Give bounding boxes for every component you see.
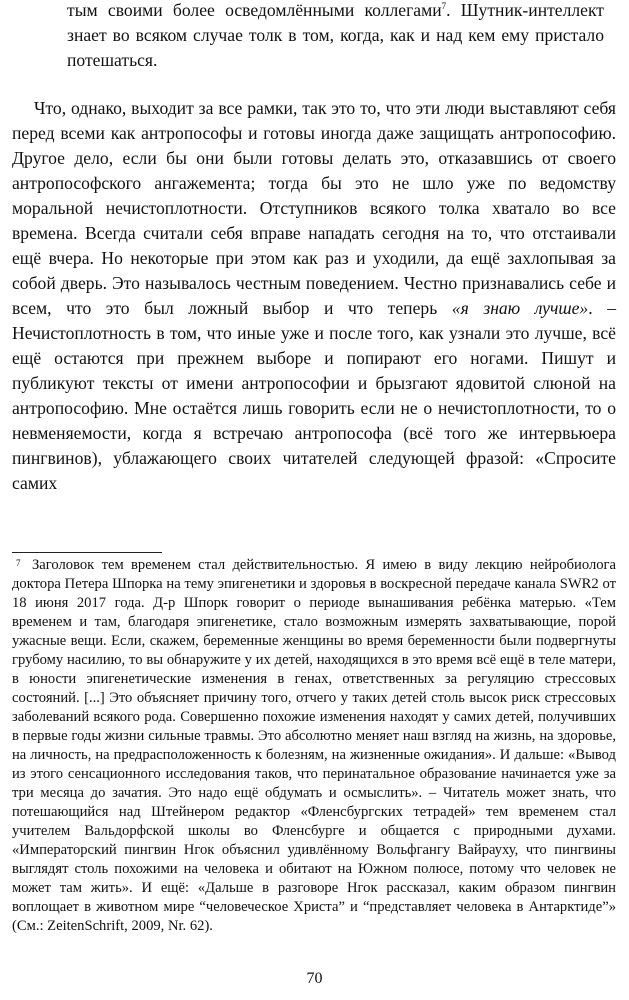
paragraph-text: Что, однако, выходит за все рамки, так это то, что эти люди выставляют себя перед всеми как антропософы и готовы иногда даже защищать антропософию. Другое дело, если бы они были готовы делать это, отказавшись от своего антропософского ангажемента; тогда бы это не шло уже по ведомству моральной нечистоплотности. Отступников всякого толка хватало во все времена. Всегда считали себя вправе нападать сегодня на то, что отстаивали ещё вчера. Но некоторые при этом как раз и уходили, да ещё захлопывая за собой дверь. Это называлось честным поведением. Честно признавались себе и всем, что это был ложный выбор и что теперь <box>12 98 616 318</box>
footnote-text: Заголовок тем временем стал действительностью. Я имею в виду лекцию нейробиолога доктора Петера Шпорка на тему эпигенетики и здоровья в воскресной передаче канала SWR2 от 18 июня 2017 года. Д-р Шпорк говорит о периоде вынашивания ребёнка матерью. «Тем временем и там, благодаря эпигенетике, стало возможным измерять захватывающие, порой ужасные вещи. Если, скажем, беременные женщины во время беременности были подвергнуты грубому насилию, то вы обнаружите у их детей, находящихся в это время всё ещё в теле матери, в юности эпигенетические изменения в генах, ответственных за регуляцию стрессовых состояний. [...] Это объясняет причину того, отчего у таких детей столь высок риск стрессовых заболеваний всякого рода. Совершенно похожие изменения находят у самих детей, получивших в первые годы жизни сильные травмы. Это абсолютно меняет наш взгляд на жизнь, на здоровье, на личность, на предрасположенность к болезням, на жизненные ожидания». И дальше: «Вывод из этого сенсационного исследования таков, что перинатальное образование начинается уже за три месяца до зачатия. Это надо ещё обдумать и осмыслить». – Читатель может знать, что потешающийся над Штейнером редактор «Фленсбургских тетрадей» тем временем стал учителем Вальдорфской школы во Фленсбурге и общается с природными духами. «Императорский пингвин Нгок объяснил удивлённому Вольфгангу Вайрауху, что пингвины выглядят столь похожими на человека и обитают на Южном полюсе, потому что человек не может там жить». И ещё: «Дальше в разговоре Нгок рассказал, каким образом пингвин воплощает в животном мире “человеческое Христа” и “представляет человека в Антарктиде”» (См.: ZeitenSchrift, 2009, Nr. 62). <box>12 557 616 934</box>
footnote-marker: 7 <box>16 558 21 568</box>
page-number: 70 <box>306 970 323 987</box>
footnote-reference[interactable]: 7 <box>441 1 447 12</box>
continued-paragraph <box>67 0 604 73</box>
footnote-separator <box>12 552 162 553</box>
main-paragraph <box>12 96 616 496</box>
paragraph-text: тым своими более осведомлёнными коллегами <box>67 0 442 20</box>
paragraph-text: . – Нечистоплотность в том, что иные уже и после того, как узнали это лучше, всё ещё остаются при прежнем выборе и попирают его ногами. Пишут и публикуют тексты от имени антропософии и брызгают ядовитой слюной на антропософию. Мне остаётся лишь говорить если не о нечистоплотности, то о невменяемости, когда я встречаю антропософа (всё того же интервьюера пингвинов), ублажающего своих читателей следующей фразой: «Спросите самих <box>12 298 616 493</box>
italic-phrase: «я знаю лучше» <box>451 298 589 318</box>
paragraph-text: . Шутник-интеллект знает во всяком случае толк в том, когда, как и над кем ему пристало потешаться. <box>67 0 604 70</box>
